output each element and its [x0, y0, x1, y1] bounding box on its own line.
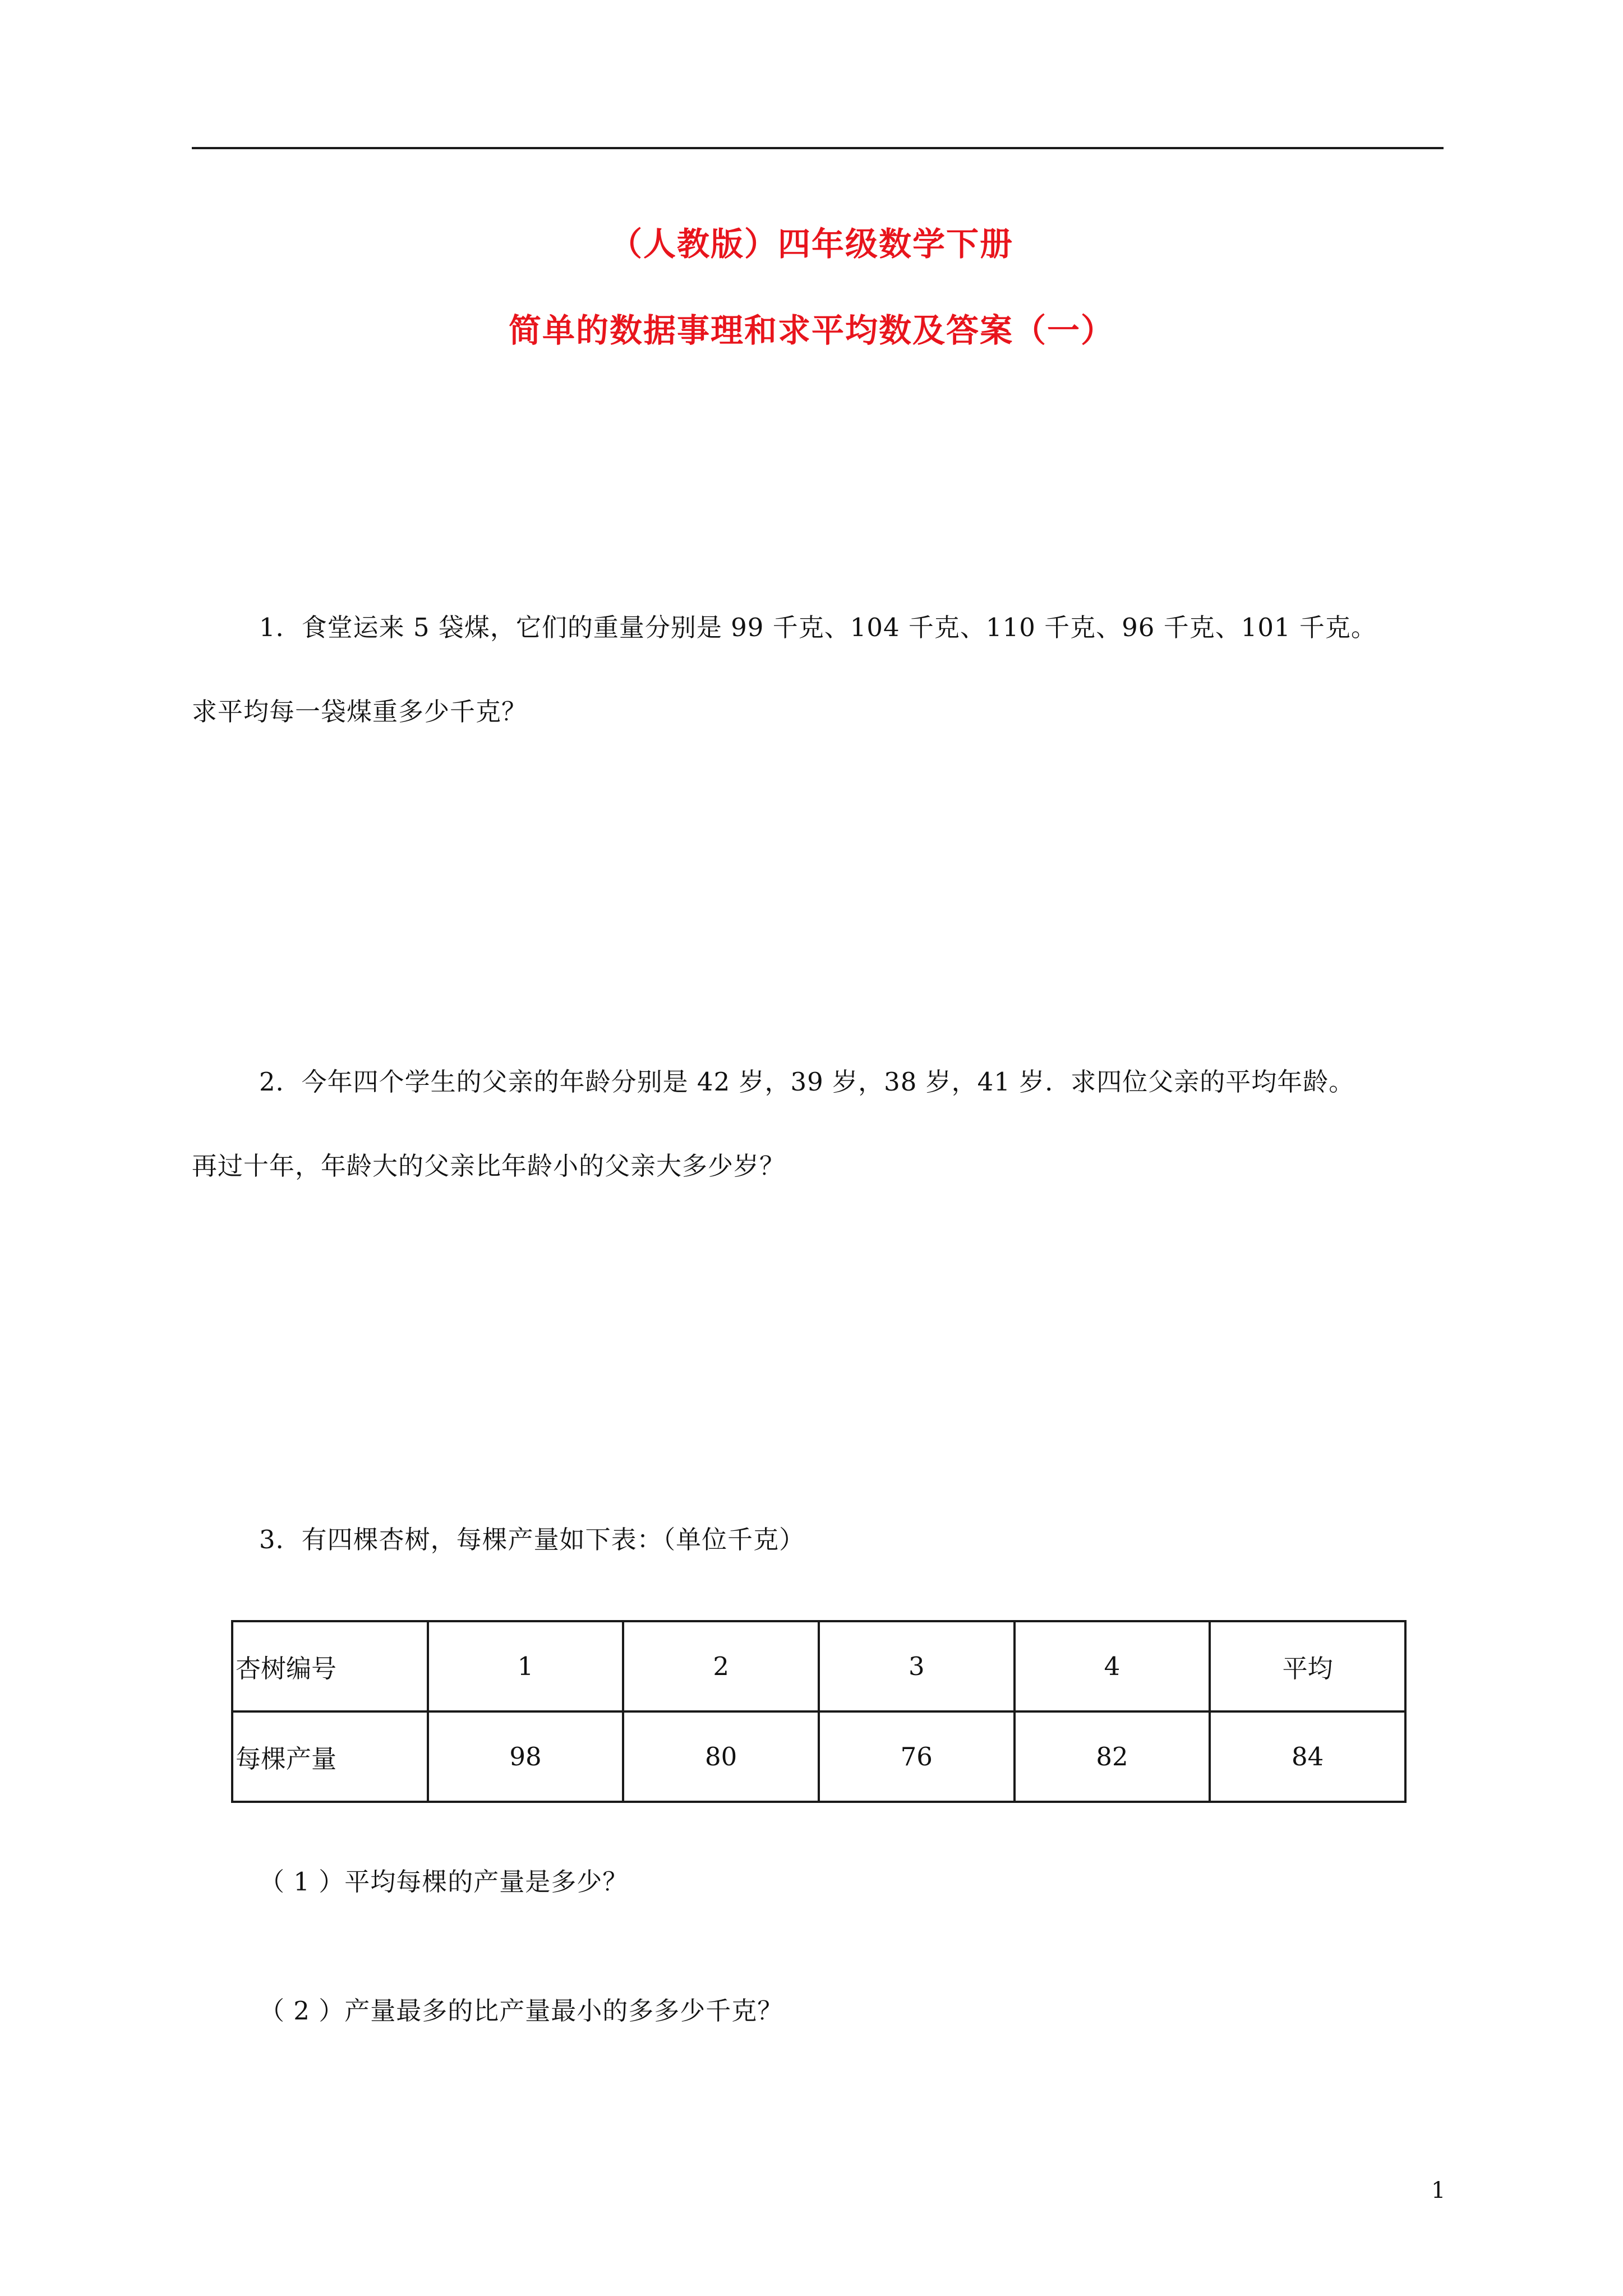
- table-cell: 4: [1015, 1621, 1210, 1711]
- problem-1-question: 求平均每一袋煤重多少千克？: [192, 697, 528, 726]
- problem-1-text: 1．食堂运来 5 袋煤，它们的重量分别是 99 千克、104 千克、110 千克、96 千克、101 千克。: [259, 613, 1377, 642]
- table-cell: 82: [1015, 1711, 1210, 1802]
- header-rule: [192, 147, 1444, 149]
- document-subtitle: 简单的数据事理和求平均数及答案（一）: [508, 311, 1114, 349]
- table-cell: 2: [623, 1621, 819, 1711]
- document-title: （人教版）四年级数学下册: [609, 225, 1013, 263]
- problem-3-question-2: （ 2 ）产量最多的比产量最小的多多少千克？: [259, 1996, 783, 2026]
- table-cell: 98: [428, 1711, 624, 1802]
- problem-3-question-1: （ 1 ）平均每棵的产量是多少？: [259, 1867, 629, 1897]
- problem-3-intro: 3．有四棵杏树，每棵产量如下表：（单位千克）: [259, 1525, 805, 1554]
- table-cell: 80: [623, 1711, 819, 1802]
- table-cell: 杏树编号: [232, 1621, 428, 1711]
- table-header-row: [232, 1621, 1405, 1711]
- problem-2-text: 2．今年四个学生的父亲的年龄分别是 42 岁，39 岁，38 岁，41 岁．求四位父亲的平均年龄。: [259, 1067, 1355, 1097]
- table-cell: 3: [819, 1621, 1015, 1711]
- table-cell: 平均: [1210, 1621, 1405, 1711]
- problem-2-question: 再过十年，年龄大的父亲比年龄小的父亲大多少岁？: [192, 1151, 786, 1181]
- table-row: [232, 1711, 1405, 1802]
- table-cell: 1: [428, 1621, 624, 1711]
- table-cell: 每棵产量: [232, 1711, 428, 1802]
- table-cell: 76: [819, 1711, 1015, 1802]
- table-cell: 84: [1210, 1711, 1405, 1802]
- page-number: 1: [1431, 2178, 1446, 2203]
- apricot-yield-table: [231, 1620, 1407, 1803]
